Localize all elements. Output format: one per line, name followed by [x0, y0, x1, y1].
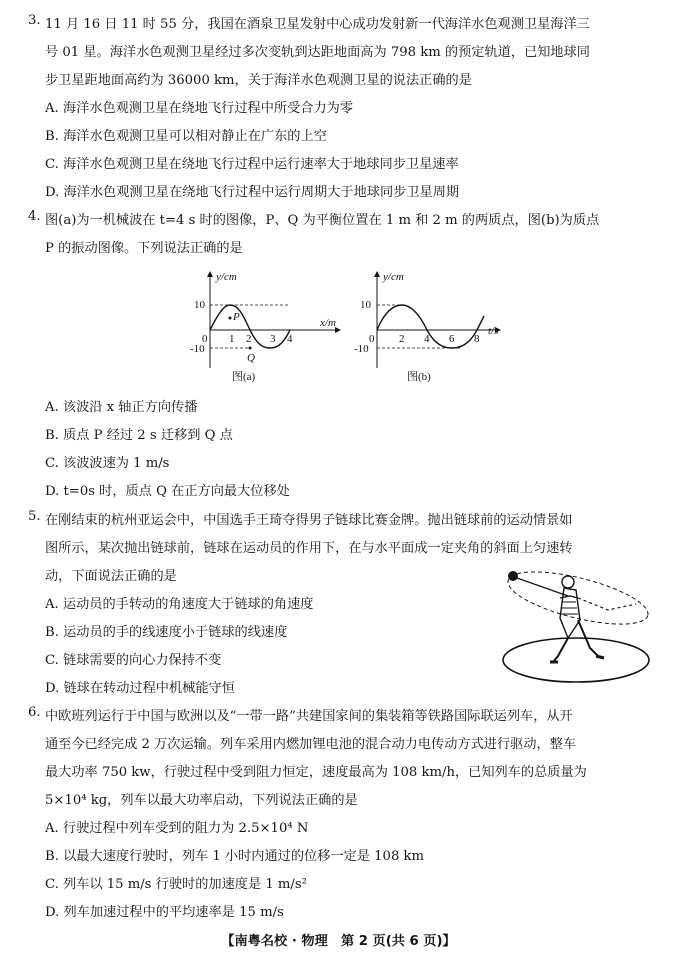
tick-label: 2 [399, 333, 405, 345]
wave-graph-a [190, 268, 350, 386]
graph-caption: 图(b) [407, 371, 431, 383]
question-text-line: 在刚结束的杭州亚运会中，中国选手王琦夺得男子链球比赛金牌。抛出链球前的运动情景如 [45, 513, 573, 528]
option-b: B. 海洋水色观测卫星可以相对静止在广东的上空 [45, 129, 327, 144]
tick-label: 10 [360, 299, 371, 311]
tick-label: 2 [246, 333, 252, 345]
option-a: A. 行驶过程中列车受到的阻力为 2.5×10⁴ N [45, 821, 309, 836]
graph-caption: 图(a) [232, 371, 256, 383]
point-label-q: Q [247, 352, 255, 364]
question-text-line: 11 月 16 日 11 时 55 分，我国在酒泉卫星发射中心成功发射新一代海洋水色观测卫星海洋三 [45, 17, 590, 32]
question-number: 6. [28, 705, 41, 720]
question-text-line: 通至今已经完成 2 万次运输。列车采用内燃加锂电池的混合动力电传动方式进行驱动，整车 [45, 737, 577, 752]
option-c: C. 该波波速为 1 m/s [45, 456, 170, 471]
option-d: D. 链球在转动过程中机械能守恒 [45, 681, 235, 696]
tick-label: 4 [287, 333, 293, 345]
option-d: D. 列车加速过程中的平均速率是 15 m/s [45, 905, 284, 920]
tick-label: -10 [354, 343, 369, 355]
option-b: B. 运动员的手的线速度小于链球的线速度 [45, 625, 288, 640]
option-b: B. 以最大速度行驶时，列车 1 小时内通过的位移一定是 108 km [45, 849, 425, 864]
question-number: 4. [28, 209, 41, 224]
option-d: D. t=0s 时，质点 Q 在正方向最大位移处 [45, 484, 290, 499]
question-text-line: 最大功率 750 kw，行驶过程中受到阻力恒定，速度最高为 108 km/h，已知列车的总质量为 [45, 765, 587, 780]
option-c: C. 海洋水色观测卫星在绕地飞行过程中运行速率大于地球同步卫星速率 [45, 157, 459, 172]
option-a: A. 该波沿 x 轴正方向传播 [45, 400, 198, 415]
option-a: A. 运动员的手转动的角速度大于链球的角速度 [45, 597, 314, 612]
axis-label: y/cm [383, 271, 404, 283]
point-label-p: P [233, 311, 240, 323]
question-text-line: 5×10⁴ kg，列车以最大功率启动，下列说法正确的是 [45, 793, 358, 808]
question-number: 3. [28, 13, 41, 28]
option-d: D. 海洋水色观测卫星在绕地飞行过程中运行周期大于地球同步卫星周期 [45, 185, 460, 200]
tick-label: 10 [194, 299, 205, 311]
tick-label: 8 [474, 333, 480, 345]
axis-label: x/m [320, 317, 336, 329]
question-text-line: P 的振动图像。下列说法正确的是 [45, 241, 243, 256]
option-b: B. 质点 P 经过 2 s 迁移到 Q 点 [45, 428, 233, 443]
tick-label: 0 [202, 333, 208, 345]
vibration-graph-b [352, 268, 512, 386]
question-text-line: 图(a)为一机械波在 t=4 s 时的图像，P、Q 为平衡位置在 1 m 和 2 m 的两质点，图(b)为质点 [45, 213, 600, 228]
question-text-line: 动，下面说法正确的是 [45, 569, 177, 584]
tick-label: 3 [270, 333, 276, 345]
axis-label: y/cm [216, 271, 237, 283]
option-c: C. 链球需要的向心力保持不变 [45, 653, 222, 668]
option-a: A. 海洋水色观测卫星在绕地飞行过程中所受合力为零 [45, 101, 354, 116]
question-number: 5. [28, 509, 41, 524]
question-text-line: 步卫星距地面高约为 36000 km，关于海洋水色观测卫星的说法正确的是 [45, 73, 472, 88]
question-text-line: 中欧班列运行于中国与欧洲以及“一带一路”共建国家间的集装箱等铁路国际联运列车，从开 [45, 709, 573, 724]
question-text-line: 图所示，某次抛出链球前，链球在运动员的作用下，在与水平面成一定夹角的斜面上匀速转 [45, 541, 573, 556]
tick-label: 0 [369, 333, 375, 345]
hammer-thrower-illustration [498, 558, 658, 690]
tick-label: 6 [449, 333, 455, 345]
tick-label: 4 [424, 333, 430, 345]
tick-label: -10 [190, 343, 205, 355]
axis-label: t/s [488, 325, 499, 337]
option-c: C. 列车以 15 m/s 行驶时的加速度是 1 m/s² [45, 877, 307, 892]
tick-label: 1 [229, 333, 235, 345]
question-text-line: 号 01 星。海洋水色观测卫星经过多次变轨到达距地面高为 798 km 的预定轨道，已知地球同 [45, 45, 590, 60]
page-footer: 【南粤名校 · 物理 第 2 页(共 6 页)】 [221, 934, 456, 949]
